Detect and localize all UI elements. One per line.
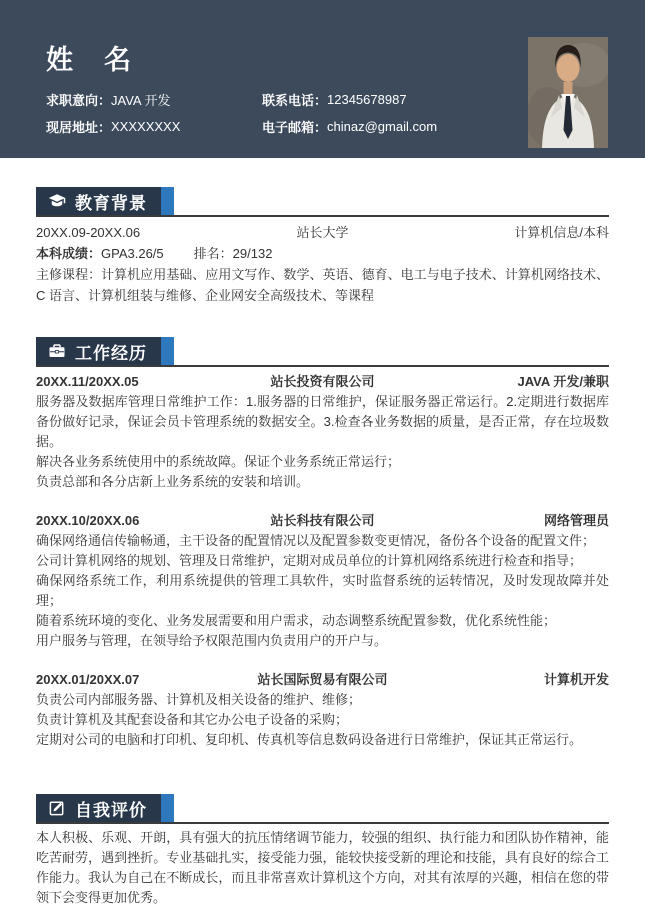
score-value: GPA3.26/5 <box>101 246 164 261</box>
section-header-evaluation <box>36 794 609 824</box>
job-description-line: 确保网络系统工作，利用系统提供的管理工具软件，实时监督系统的运转情况，及时发现故障并处理； <box>36 573 609 608</box>
field-label: 联系电话： <box>262 93 328 108</box>
badge-accent-block <box>161 187 174 215</box>
field-value: XXXXXXXX <box>111 119 181 134</box>
candidate-name: 姓 名 <box>46 45 133 75</box>
portrait-photo <box>528 37 608 148</box>
work-badge <box>36 337 161 365</box>
self-evaluation-text: 本人积极、乐观、开朗，具有强大的抗压情绪调节能力，较强的组织、执行能力和团队协作精神，能吃苦耐劳，遇到挫折。专业基础扎实，接受能力强，能较快接受新的理论和技能，具有良好的综合工作能力。我认为自己在不断成长，而且非常喜欢计算机这个方向，对其有浓厚的兴趣，相信在您的带领下会变得更加优秀。 <box>36 830 609 905</box>
field-address <box>46 117 262 136</box>
job-description-line: 公司计算机网络的规划、管理及日常维护，定期对成员单位的计算机网络系统进行检查和指导； <box>36 553 583 568</box>
contact-row <box>46 113 437 140</box>
education-entry-row <box>36 222 609 243</box>
education-courses: 主修课程：计算机应用基础、应用文写作、数学、英语、德育、电工与电子技术、计算机网络技术、C 语言、计算机组装与维修、企业网安全高级技术、等课程 <box>36 267 609 303</box>
contact-row <box>46 86 437 113</box>
section-title: 工作经历 <box>75 343 147 363</box>
job-description-line: 负责公司内部服务器、计算机及相关设备的维护、维修； <box>36 692 362 707</box>
contact-info <box>46 86 437 140</box>
job-description-line: 随着系统环境的变化、业务发展需要和用户需求，动态调整系统配置参数，优化系统性能； <box>36 613 557 628</box>
education-date: 20XX.09-20XX.06 <box>36 225 141 240</box>
job-header-row <box>36 371 609 392</box>
job-company: 站长科技有限公司 <box>270 513 375 528</box>
job-date: 20XX.01/20XX.07 <box>36 672 140 687</box>
field-job-intention <box>46 90 262 109</box>
badge-accent-block <box>161 337 174 365</box>
evaluation-badge <box>36 794 161 822</box>
education-school: 站长大学 <box>296 225 349 240</box>
field-email <box>262 117 437 136</box>
field-value: 12345678987 <box>327 92 407 107</box>
education-badge <box>36 187 161 215</box>
graduation-cap-icon <box>48 192 66 210</box>
job-description-line: 负责计算机及其配套设备和其它办公电子设备的采购； <box>36 712 349 727</box>
job-entry <box>36 510 609 651</box>
job-description-line: 服务器及数据库管理日常维护工作：1.服务器的日常维护，保证服务器正常运行。2.定期进行数据库备份做好记录，保证会员卡管理系统的数据安全。3.检查各业务数据的质量，是否正常，存在垃圾数据。 <box>36 394 609 449</box>
section-title: 自我评价 <box>75 800 147 820</box>
job-company: 站长投资有限公司 <box>270 374 375 389</box>
briefcase-icon <box>48 342 66 360</box>
job-header-row <box>36 669 609 690</box>
field-phone <box>262 90 407 109</box>
job-role: 网络管理员 <box>543 513 609 528</box>
rank-value: 29/132 <box>232 246 273 261</box>
section-title: 教育背景 <box>75 193 147 213</box>
badge-accent-block <box>161 794 174 822</box>
job-description-line: 定期对公司的电脑和打印机、复印机、传真机等信息数码设备进行日常维护，保证其正常运行。 <box>36 732 583 747</box>
job-entry <box>36 669 609 750</box>
job-entry <box>36 371 609 492</box>
education-major-degree: 计算机信息/本科 <box>514 225 609 240</box>
score-label: 本科成绩： <box>36 246 102 261</box>
header-banner <box>0 0 645 158</box>
job-header-row <box>36 510 609 531</box>
field-label: 现居地址： <box>46 120 112 135</box>
section-header-work <box>36 337 609 367</box>
rank-label: 排名： <box>193 246 233 261</box>
field-value: JAVA 开发 <box>111 93 171 108</box>
job-company: 站长国际贸易有限公司 <box>257 672 388 687</box>
spacer <box>164 243 194 264</box>
edit-pencil-icon <box>48 799 66 817</box>
job-description-line: 确保网络通信传输畅通，主干设备的配置情况以及配置参数变更情况，备份各个设备的配置文件； <box>36 533 596 548</box>
job-description-line: 负责总部和各分店新上业务系统的安装和培训。 <box>36 474 310 489</box>
job-role: 计算机开发 <box>543 672 609 687</box>
resume-body <box>0 187 645 908</box>
field-label: 求职意向： <box>46 93 112 108</box>
education-score-row <box>36 243 609 264</box>
job-role: JAVA 开发/兼职 <box>517 374 609 389</box>
job-description-line: 用户服务与管理，在领导给予权限范围内负责用户的开户与。 <box>36 633 388 648</box>
job-date: 20XX.11/20XX.05 <box>36 374 139 389</box>
job-description-line: 解决各业务系统使用中的系统故障。保证个业务系统正常运行； <box>36 454 401 469</box>
field-value: chinaz@gmail.com <box>327 119 438 134</box>
section-header-education <box>36 187 609 217</box>
field-label: 电子邮箱： <box>262 120 328 135</box>
job-date: 20XX.10/20XX.06 <box>36 513 140 528</box>
